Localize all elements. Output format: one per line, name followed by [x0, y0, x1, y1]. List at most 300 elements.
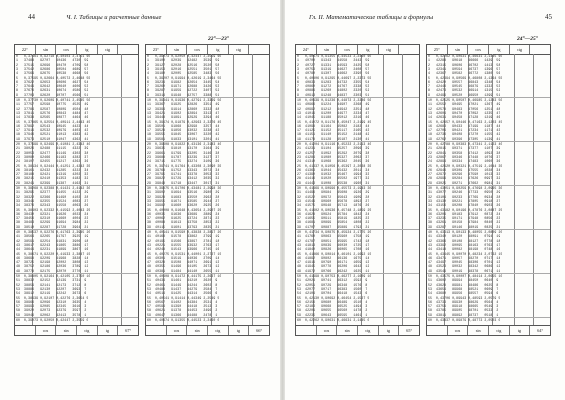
table-row: 6 40833 91283 44732 2355 54	[297, 79, 370, 84]
column-footer	[296, 326, 317, 335]
table-row: 45 0,41866 0,90814 0,46101 2,1692 15	[297, 251, 372, 256]
group-divider	[296, 185, 419, 186]
group-divider	[296, 141, 419, 142]
table-row: 60 0,40674 0,91355 0,44523 2,2460 0	[147, 318, 220, 322]
table-row: 29 43025 90271 47662 0981 31	[428, 180, 501, 185]
table-row: 52 38859 92141 42173 3712 8	[16, 282, 87, 287]
table-row: 54 42104 90704 46418 1543 6	[297, 291, 368, 296]
table-row: 15 0,41072 0,91176 0,45047 2,2199 45	[297, 119, 372, 124]
table-row: 32 43104 90233 47769 0934 28	[428, 194, 501, 199]
table-row: 48 43523 90032 48342 0686 12	[428, 264, 501, 269]
table-row: 35 0,41602 0,90936 0,45748 2,1859 25	[297, 207, 372, 212]
group-divider	[15, 185, 138, 186]
table-row: 57 38993 92085 42345 3616 3	[16, 304, 87, 309]
table-row: 2 37515 92696 40470 4709 58	[16, 62, 89, 67]
table-row: 12 37784 92587 40809 4504 48	[16, 106, 89, 111]
table-row: 53 43654 89968 48521 0609 7	[428, 286, 499, 291]
table-row: 23 39688 91787 43239 3127 37	[147, 154, 220, 159]
column-footer: sin	[468, 326, 489, 335]
table-row: 33 41549 90960 45678 1892 27	[297, 198, 370, 203]
table-row: 3 40753 91319 44627 2408 57	[297, 66, 370, 71]
table-row: 35 0,43182 0,90196 0,47876 2,0887 25	[428, 207, 503, 212]
table-row: 8 39287 91959 42722 3407 52	[147, 88, 220, 93]
table-row: 30 0,41469 0,90996 0,45573 2,1943 30	[297, 186, 372, 190]
table-row: 19 37973 92510 41047 4362 41	[16, 136, 89, 141]
table-row: 12 40992 91212 44942 2251 48	[297, 106, 370, 111]
table-row: 14 42631 90458 47128 1219 46	[428, 115, 501, 120]
table-row: 11 39367 91925 42826 3351 49	[147, 102, 220, 107]
page-number: 45	[545, 13, 552, 21]
table-row: 49 40381 91484 44140 2655 11	[147, 268, 220, 273]
table-row: 7 39260 91971 42688 3426 53	[147, 84, 220, 89]
column-rule	[383, 54, 384, 326]
table-row: 9 37703 92620 40707 4566 51	[16, 92, 89, 97]
table-row: 0 0,42262 0,90631 0,46631 2,1445 60	[428, 54, 503, 58]
table-row: 20 0,39608 0,91822 0,43136 2,3183 40	[147, 142, 222, 146]
column-header	[530, 45, 550, 54]
table-row: 34 39982 91660 43620 2925 26	[147, 203, 220, 208]
table-row: 33 39955 91671 43585 2944 27	[147, 198, 220, 203]
table-row: 11 37757 92598 40775 4525 49	[16, 102, 89, 107]
table-row: 24 41310 91068 45362 2045 36	[297, 159, 370, 164]
table-row: 11 42552 90495 47021 1267 49	[428, 102, 501, 107]
column-header: 22°	[15, 45, 36, 54]
group-divider	[15, 273, 138, 274]
table-row: 60 0,39073 0,92050 0,42447 2,3559 0	[16, 318, 89, 322]
table-row: 18 39555 91845 43067 3220 42	[147, 132, 220, 137]
table-row: 59 43811 89892 48737 0518 1	[428, 312, 499, 317]
table-row: 37 43235 90171 47948 0856 23	[428, 216, 501, 221]
table-row: 6 42420 90557 46843 1348 54	[428, 79, 501, 84]
table-row: 5 0,40806 0,91295 0,44697 2,2373 55	[297, 75, 372, 80]
table-row: 21 41231 91104 45257 2096 39	[297, 146, 370, 151]
table-row: 50 0,41998 0,90753 0,46277 2,1609 10	[297, 274, 372, 278]
table-row: 49 38778 92175 42070 3770 11	[16, 268, 89, 273]
table-row: 6 39234 91982 42654 3445 54	[147, 79, 220, 84]
column-footer: sin	[337, 326, 358, 335]
table-row: 41 38564 92265 41797 3925 19	[16, 234, 89, 239]
table-row: 29 39848 91718 43447 3017 31	[147, 180, 220, 185]
column-header: ctg	[510, 45, 531, 54]
table-row: 60 0,42262 0,90631 0,46631 2,1445 0	[297, 318, 370, 322]
table-row: 57 40594 91390 44418 2513 3	[147, 304, 218, 309]
table-row: 59 39046 92062 42413 3578 1	[16, 312, 87, 317]
table-row: 37 41655 90911 45819 1825 23	[297, 216, 370, 221]
table-footer-row	[146, 325, 269, 335]
table-caption: 24°—25°	[517, 36, 538, 42]
column-header	[118, 45, 138, 54]
table-row: 46 38698 92209 41968 3828 14	[16, 255, 89, 260]
table-row: 13 39421 91902 42894 3313 47	[147, 110, 220, 115]
table-row: 44 38644 92231 41899 3867 16	[16, 247, 89, 252]
table-row: 48 40355 91496 44105 2673 12	[147, 264, 220, 269]
column-footer: ctg	[77, 326, 98, 335]
column-header: tg	[358, 45, 379, 54]
column-rule	[252, 54, 253, 326]
table-row: 43 40221 91555 43932 2763 17	[147, 242, 220, 247]
table-row: 7 40860 91272 44767 2338 53	[297, 84, 370, 89]
table-row: 4 40780 91307 44662 2390 56	[297, 71, 370, 76]
column-header: sin	[36, 45, 57, 54]
table-row: 43 38617 92243 41865 3886 17	[16, 242, 89, 247]
table-row: 18 41151 91140 45152 2148 42	[297, 132, 370, 137]
table-row: 50 0,38805 0,92164 0,42105 2,3750 10	[16, 274, 91, 278]
table-row: 56 38966 92096 42310 3635 4	[16, 299, 87, 304]
table-row: 38 41681 90899 45854 1808 22	[297, 220, 370, 225]
table-row: 34 43156 90208 47840 0903 26	[428, 203, 501, 208]
table-row: 10 0,42525 0,90507 0,46985 2,1283 50	[428, 98, 503, 102]
table-row: 39 40115 91601 43793 2835 21	[147, 224, 220, 229]
table-row: 51 42024 90741 46312 1592 9	[297, 278, 368, 283]
table-row: 30 0,43051 0,90259 0,47698 2,0965 30	[428, 186, 503, 190]
table-row: 24 38107 92455 41217 4262 36	[16, 159, 89, 164]
group-divider	[146, 317, 269, 318]
table-row: 20 0,41204 0,91116 0,45222 2,2113 40	[297, 142, 372, 146]
table-row: 43 41813 90839 46030 1725 17	[297, 242, 370, 247]
table-row: 42 41787 90851 45995 1742 18	[297, 238, 370, 243]
table-row: 50 0,40408 0,91472 0,44175 2,2637 10	[147, 274, 222, 278]
table-row: 44 40248 91543 43966 2745 16	[147, 247, 220, 252]
table-row: 10 0,39341 0,91936 0,42791 2,3369 50	[147, 98, 222, 102]
table-row: 46 40301 91519 44036 2709 14	[147, 255, 220, 260]
table-row: 3 37542 92686 40504 4689 57	[16, 66, 89, 71]
table-row: 59 40647 91366 44488 2478 1	[147, 312, 218, 317]
table-row: 40 0,43313 0,90133 0,48055 2,0809 20	[428, 230, 503, 234]
page-number: 44	[28, 13, 35, 21]
table-row: 17 41125 91152 45117 2165 43	[297, 128, 370, 133]
table-row: 25 0,38134 0,92444 0,41251 2,4242 35	[16, 163, 91, 168]
table-row: 47 38725 92198 42002 3808 13	[16, 260, 89, 265]
table-row: 12 42578 90483 47056 1251 48	[428, 106, 501, 111]
table-row: 38 43261 90158 47984 0840 22	[428, 220, 501, 225]
group-divider	[427, 317, 550, 318]
table-row: 49 41972 90766 46242 1625 11	[297, 268, 370, 273]
table-row: 58 42209 90655 46560 1478 2	[297, 308, 368, 313]
table-row: 53 40488 91437 44279 2584 7	[147, 286, 218, 291]
table-row: 16 39501 91868 42998 3257 44	[147, 123, 220, 128]
table-row: 40 0,38537 0,92276 0,41763 2,3945 20	[16, 230, 91, 234]
column-header: ctg	[98, 45, 119, 54]
table-row: 23 38080 92466 41183 4282 37	[16, 154, 89, 159]
table-row: 13 42604 90470 47092 1235 47	[428, 110, 501, 115]
table-row: 1 40700 91343 44558 2443 59	[297, 58, 370, 63]
table-row: 39 38510 92287 41728 3964 21	[16, 224, 89, 229]
column-footer	[427, 326, 448, 335]
column-footer: tg	[98, 326, 119, 335]
table-row: 1 39100 92039 42482 3539 59	[147, 58, 220, 63]
table-row: 31 43077 90246 47733 0950 29	[428, 190, 501, 195]
table-row: 10 0,40939 0,91236 0,44872 2,2286 50	[297, 98, 372, 102]
table-row: 21 42815 90371 47377 1107 39	[428, 146, 501, 151]
column-footer: 65°	[406, 328, 413, 333]
table-row: 47 40328 91508 44071 2691 13	[147, 260, 220, 265]
table-row: 32 38322 92366 41490 4102 28	[16, 194, 89, 199]
table-row: 55 0,43706 0,89943 0,48593 2,0579 5	[428, 295, 501, 300]
column-footer: 67°	[125, 328, 132, 333]
column-header: 23°	[146, 45, 167, 54]
table-row: 21 39635 91810 43170 3164 39	[147, 146, 220, 151]
table-row: 29 38241 92399 41387 4162 31	[16, 180, 89, 185]
column-header: 25°	[427, 45, 448, 54]
table-row: 33 38349 92355 41524 4083 27	[16, 198, 89, 203]
group-divider	[146, 97, 269, 98]
table-row: 43 43392 90095 48163 0763 17	[428, 242, 501, 247]
column-footer: cos	[36, 326, 57, 335]
table-row: 55 0,38939 0,92107 0,42276 2,3654 5	[16, 295, 89, 300]
table-row: 11 40966 91224 44907 2268 49	[297, 102, 370, 107]
table-row: 42 38591 92254 41831 3906 18	[16, 238, 89, 243]
trig-table	[14, 44, 139, 336]
column-footer: cos	[448, 326, 469, 335]
table-row: 7 37649 92642 40640 4606 53	[16, 84, 89, 89]
table-row: 26 41363 91044 45432 2011 34	[297, 167, 370, 172]
table-row: 0 0,40674 0,91355 0,44523 2,2460 60	[297, 54, 372, 58]
table-row: 44 41840 90826 46065 1708 16	[297, 247, 370, 252]
table-row: 6 37622 92653 40606 4627 54	[16, 79, 89, 84]
table-row: 27 42972 90296 47590 1013 33	[428, 172, 501, 177]
column-header: tg	[77, 45, 98, 54]
table-row: 27 38188 92421 41319 4202 33	[16, 172, 89, 177]
column-header: cos	[56, 45, 77, 54]
table-body	[427, 54, 550, 326]
table-row: 58 40621 91378 44453 2496 2	[147, 308, 218, 313]
table-row: 9 39314 91948 42757 3388 51	[147, 92, 220, 97]
group-divider	[296, 229, 419, 230]
table-row: 30 0,38268 0,92388 0,41421 2,4142 30	[16, 186, 91, 190]
table-row: 8 37676 92631 40674 4586 52	[16, 88, 89, 93]
column-header: sin	[167, 45, 188, 54]
table-row: 28 42999 90284 47626 0997 32	[428, 176, 501, 181]
table-row: 28 38215 92410 41353 4182 32	[16, 176, 89, 181]
column-header: cos	[187, 45, 208, 54]
table-body	[15, 54, 138, 326]
table-row: 55 0,40541 0,91414 0,44349 2,2549 5	[147, 295, 220, 300]
table-row: 1 42288 90618 46666 1429 59	[428, 58, 501, 63]
table-row: 3 42341 90594 46737 1396 57	[428, 66, 501, 71]
column-header: ctg	[229, 45, 250, 54]
table-row: 56 40567 91402 44384 2531 4	[147, 299, 218, 304]
table-row: 36 43209 90183 47912 0872 24	[428, 211, 501, 216]
table-row: 23 42867 90346 47448 1076 37	[428, 154, 501, 159]
table-row: 41 43340 90120 48091 0794 19	[428, 234, 501, 239]
table-row: 47 41919 90790 46171 1659 13	[297, 260, 370, 265]
table-row: 13 41019 91200 44977 2234 47	[297, 110, 370, 115]
table-row: 31 38295 92377 41455 4122 29	[16, 190, 89, 195]
column-rule	[121, 54, 122, 326]
table-row: 1 37488 92707 40436 4730 59	[16, 58, 89, 63]
table-row: 51 40434 91461 44210 2620 9	[147, 278, 218, 283]
column-footer: cos	[317, 326, 338, 335]
table-row: 16 37892 92543 40945 4423 44	[16, 123, 89, 128]
group-divider	[296, 273, 419, 274]
table-row: 37 40062 91625 43724 2871 23	[147, 216, 220, 221]
table-row: 16 42683 90433 47199 1187 44	[428, 123, 501, 128]
table-row: 28 39822 91729 43412 3035 32	[147, 176, 220, 181]
column-footer: ctg	[208, 326, 229, 335]
column-footer: ctg	[358, 326, 379, 335]
table-row: 4 37569 92675 40538 4668 56	[16, 71, 89, 76]
table-row: 0 0,39073 0,92050 0,42447 2,3559 60	[147, 54, 222, 58]
table-row: 37 38456 92310 41660 4004 23	[16, 216, 89, 221]
table-row: 12 39394 91914 42860 3332 48	[147, 106, 220, 111]
table-row: 10 0,37730 0,92609 0,40741 2,4545 50	[16, 98, 91, 102]
table-row: 35 0,40008 0,91648 0,43654 2,2907 25	[147, 207, 222, 212]
table-row: 25 0,39741 0,91764 0,43308 2,3090 35	[147, 163, 222, 168]
column-footer: sin	[56, 326, 77, 335]
group-divider	[15, 229, 138, 230]
table-row: 17 37919 92532 40979 4403 43	[16, 128, 89, 133]
table-row: 48 41945 90778 46206 1642 12	[297, 264, 370, 269]
table-row: 31 41496 90984 45608 1926 29	[297, 190, 370, 195]
table-row: 36 41628 90924 45784 1842 24	[297, 211, 370, 216]
table-row: 39 41707 90887 45889 1792 21	[297, 224, 370, 229]
table-row: 48 38752 92186 42036 3789 12	[16, 264, 89, 269]
column-footer: tg	[229, 326, 250, 335]
table-row: 31 39902 91694 43516 2980 29	[147, 190, 220, 195]
table-row: 41 41760 90863 45960 1758 19	[297, 234, 370, 239]
table-row: 9 42499 90520 46950 1299 51	[428, 92, 501, 97]
group-divider	[15, 141, 138, 142]
table-row: 45 0,40275 0,91531 0,44001 2,2727 15	[147, 251, 222, 256]
trig-table	[426, 44, 551, 336]
table-row: 53 42077 90717 46383 1560 7	[297, 286, 368, 291]
group-divider	[427, 185, 550, 186]
group-divider	[15, 97, 138, 98]
table-row: 26 42946 90309 47555 1028 34	[428, 167, 501, 172]
table-row: 19 41178 91128 45187 2130 41	[297, 136, 370, 141]
table-row: 46 43471 90057 48270 0717 14	[428, 255, 501, 260]
table-row: 40 0,41734 0,90875 0,45924 2,1775 20	[297, 230, 372, 234]
column-header	[399, 45, 419, 54]
table-row: 14 37838 92565 40877 4464 46	[16, 115, 89, 120]
table-row: 5 0,37595 0,92664 0,40572 2,4648 55	[16, 75, 91, 80]
table-row: 57 42183 90668 46525 1494 3	[297, 304, 368, 309]
column-rule	[402, 54, 403, 326]
table-row: 60 0,43837 0,89879 0,48773 2,0503 0	[428, 318, 501, 322]
table-row: 54 43680 89956 48557 0594 6	[428, 291, 499, 296]
column-rule	[514, 54, 515, 326]
table-row: 50 0,43575 0,90007 0,48414 2,0655 10	[428, 274, 503, 278]
column-footer: tg	[379, 326, 400, 335]
table-row: 38 38483 92299 41694 3984 22	[16, 220, 89, 225]
table-row: 5 0,42394 0,90569 0,46808 2,1364 55	[428, 75, 503, 80]
group-divider	[427, 273, 550, 274]
table-row: 25 0,42920 0,90321 0,47519 2,1044 35	[428, 163, 503, 168]
table-row: 5 0,39207 0,91994 0,42619 2,3464 55	[147, 75, 222, 80]
column-footer	[15, 326, 36, 335]
table-row: 14 39448 91891 42929 3294 46	[147, 115, 220, 120]
table-row: 7 42446 90545 46879 1332 53	[428, 84, 501, 89]
table-row: 22 38053 92477 41149 4302 38	[16, 150, 89, 155]
column-footer: cos	[167, 326, 188, 335]
table-row: 4 42367 90582 46772 1380 56	[428, 71, 501, 76]
table-row: 22 39661 91799 43205 3146 38	[147, 150, 220, 155]
table-row: 2 40727 91331 44593 2425 58	[297, 62, 370, 67]
table-row: 54 38912 92119 42242 3673 6	[16, 291, 87, 296]
table-row: 3 39153 92016 42551 3501 57	[147, 66, 220, 71]
table-row: 19 39581 91833 43101 3201 41	[147, 136, 220, 141]
table-row: 24 42894 90334 47483 1060 36	[428, 159, 501, 164]
table-row: 17 39528 91856 43032 3238 43	[147, 128, 220, 133]
table-row: 55 0,42130 0,90692 0,46454 2,1527 5	[297, 295, 370, 300]
group-divider	[427, 229, 550, 230]
table-row: 13 37811 92576 40843 4484 47	[16, 110, 89, 115]
column-footer: 64°	[537, 328, 544, 333]
table-row: 20 0,37999 0,92499 0,41081 2,4342 40	[16, 142, 91, 146]
table-row: 25 0,41337 0,91056 0,45397 2,2028 35	[297, 163, 372, 168]
table-row: 59 42235 90643 46595 1461 1	[297, 312, 368, 317]
trig-table	[295, 44, 420, 336]
group-divider	[146, 185, 269, 186]
table-row: 41 40168 91578 43862 2799 19	[147, 234, 220, 239]
table-row: 17 42709 90421 47234 1171 43	[428, 128, 501, 133]
table-row: 8 42473 90532 46914 1315 52	[428, 88, 501, 93]
trig-table	[145, 44, 270, 336]
table-row: 19 42762 90396 47305 1139 41	[428, 136, 501, 141]
table-row: 2 42315 90606 46702 1413 58	[428, 62, 501, 67]
table-row: 2 39127 92028 42516 3520 58	[147, 62, 220, 67]
table-row: 51 38832 92152 42139 3731 9	[16, 278, 87, 283]
table-row: 22 41257 91092 45292 2079 38	[297, 150, 370, 155]
table-row: 42 43366 90108 48127 0778 18	[428, 238, 501, 243]
table-row: 21 38026 92488 41115 4322 39	[16, 146, 89, 151]
group-divider	[427, 141, 550, 142]
table-row: 34 41575 90948 45713 1876 26	[297, 203, 370, 208]
table-row: 39 43287 90146 48019 0825 21	[428, 224, 501, 229]
table-row: 36 38430 92321 41626 4023 24	[16, 211, 89, 216]
table-footer-row	[296, 325, 419, 335]
table-row: 27 39795 91741 43378 3053 33	[147, 172, 220, 177]
table-caption: 22°—23°	[208, 36, 229, 42]
column-header: sin	[317, 45, 338, 54]
group-divider	[146, 141, 269, 142]
table-row: 16 41098 91164 45082 2182 44	[297, 123, 370, 128]
table-row: 58 43785 89905 48701 0533 2	[428, 308, 499, 313]
table-row: 52 43628 89981 48486 0625 8	[428, 282, 499, 287]
table-row: 28 41416 91020 45502 1977 32	[297, 176, 370, 181]
column-header: tg	[208, 45, 229, 54]
table-row: 46 41892 90802 46136 1675 14	[297, 255, 370, 260]
table-row: 54 40514 91425 44314 2566 6	[147, 291, 218, 296]
group-divider	[146, 229, 269, 230]
column-header: cos	[337, 45, 358, 54]
left-page	[0, 0, 280, 400]
table-row: 23 41284 91080 45327 2062 37	[297, 154, 370, 159]
group-divider	[296, 97, 419, 98]
table-row: 40 0,40141 0,91590 0,43828 2,2817 20	[147, 230, 222, 234]
table-row: 53 38886 92130 42207 3693 7	[16, 286, 87, 291]
table-row: 45 0,43445 0,90070 0,48234 2,0732 15	[428, 251, 503, 256]
column-header: sin	[448, 45, 469, 54]
table-row: 56 43733 89930 48629 0564 4	[428, 299, 499, 304]
table-row: 9 40913 91248 44837 2303 51	[297, 92, 370, 97]
table-row: 26 39768 91752 43343 3072 34	[147, 167, 220, 172]
table-row: 30 0,39875 0,91706 0,43481 2,2998 30	[147, 186, 222, 190]
table-row: 51 43602 89994 48450 0640 9	[428, 278, 499, 283]
running-head: Гл. II. Математические таблицы и формулы	[309, 14, 434, 21]
table-row: 52 40461 91449 44244 2602 8	[147, 282, 218, 287]
table-row: 14 41045 91188 45012 2216 46	[297, 115, 370, 120]
table-body	[146, 54, 269, 326]
table-row: 56 42156 90680 46489 1510 4	[297, 299, 368, 304]
table-row: 4 39180 92005 42585 3483 56	[147, 71, 220, 76]
group-divider	[146, 273, 269, 274]
column-header: cos	[468, 45, 489, 54]
group-divider	[15, 317, 138, 318]
column-header	[249, 45, 269, 54]
table-row: 26 38161 92432 41285 4222 34	[16, 167, 89, 172]
table-row: 52 42051 90729 46348 1576 8	[297, 282, 368, 287]
